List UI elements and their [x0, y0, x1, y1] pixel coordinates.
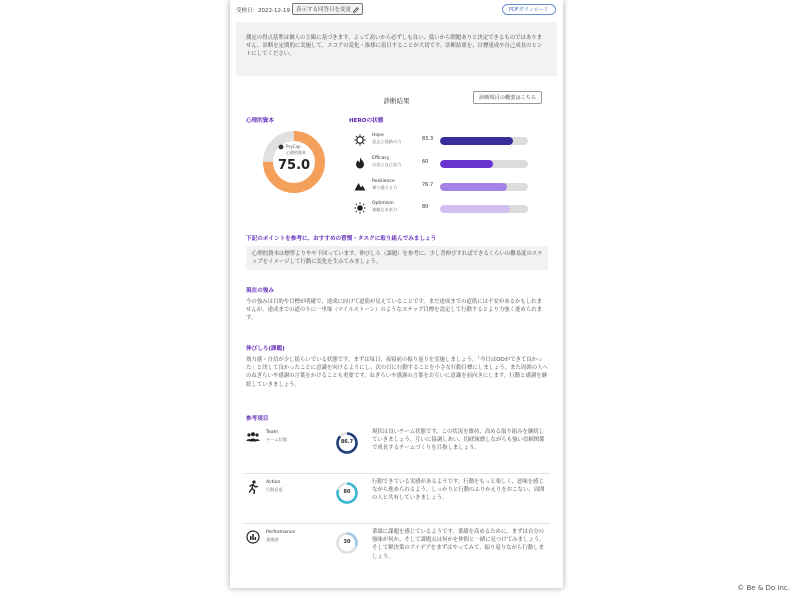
ref-name-action: Action: [266, 480, 281, 485]
change-date-label: 表示する回答日を変更: [296, 7, 352, 13]
hero-sub-optimism: 楽観な未来力: [372, 207, 398, 212]
ref-text-team: 現状は良いチーム状態です。この状況を維持、高める取り組みを継続していきましょう。互いに協調しあい、切磋琢磨しながらも強い信頼関係で成長するチームづくりを目指しましょう。: [372, 429, 545, 452]
psycap-label-en: PsyCap: [286, 144, 301, 149]
exam-date: 受検日：2022-12-19: [236, 8, 290, 14]
change-date-button[interactable]: [292, 3, 363, 15]
ref-value-action: 80: [343, 489, 351, 495]
hero-sub-resilience: 乗り越える力: [372, 185, 398, 190]
hero-name-hope: Hope: [372, 133, 384, 138]
chart-icon: [246, 530, 260, 544]
copyright: © Be & Do Inc.: [737, 584, 790, 592]
running-icon: [246, 480, 260, 494]
hero-name-efficacy: Efficacy: [372, 156, 390, 161]
hero-value-hope: 83.3: [422, 136, 434, 142]
heart-icon: [278, 144, 284, 150]
flame-icon: [354, 157, 366, 169]
ref-value-performance: 30: [343, 539, 351, 545]
team-icon: [246, 430, 260, 444]
hero-row-optimism: [352, 202, 532, 216]
hero-row-efficacy: [352, 157, 532, 171]
result-title: 診断結果: [383, 97, 410, 105]
hero-sub-hope: 意志と経路の力: [372, 139, 402, 144]
psycap-label-jp: 心理的資本: [286, 150, 306, 155]
hero-value-resilience: 76.7: [422, 182, 434, 188]
hero-name-resilience: Resilience: [372, 179, 395, 184]
ref-name-team: Team: [266, 430, 279, 435]
report-page: [230, 0, 563, 588]
ref-text-action: 行動できている実感があるようです。行動をもっと楽しく、意味を感じながら進められるよう、しっかりと行動のふりかえりをおこない、周囲の人と共有していきましょう。: [372, 479, 545, 502]
ref-name-performance: Performance: [266, 530, 296, 535]
hero-bar-fill-efficacy: [440, 160, 493, 168]
ref-sub-action: 行動意思: [266, 487, 283, 492]
strength-heading: 現在の強み: [246, 288, 274, 294]
hero-bar-efficacy: [440, 160, 528, 168]
ref-text-performance: 業績に課題を感じているようです。業績を高めるために、まずは自分の強味が何か、そして課題点は何かを仲間と一緒に見つけてみましょう。そして解決策のアイデアをまずはやってみて、振り返りながら行動しましょう。: [372, 529, 545, 560]
hero-value-optimism: 80: [422, 204, 429, 210]
ref-sub-team: チーム状態: [266, 437, 287, 442]
summary-button[interactable]: 診断項目の概要はこちら: [473, 91, 542, 104]
growth-text: 効力感・自信が少し揺らいでいる状態です。まずは毎日、夜寝前の振り返りを実施しましょう。「今日はOOができて良かった」と決して良かったことに意識を向けるようにし、次の日に行動することを小さな行動目標にしましょう。また周囲の人へのねぎらいや感謝の言葉をかけることも重要です。ねぎらいや感謝の言葉をお互いに意識を前向きにします。行動と感謝を継続していきましょう。: [246, 357, 548, 388]
hero-heading: HEROの状態: [349, 118, 384, 124]
psycap-heading: 心理的資本: [246, 118, 274, 124]
hope-icon: [354, 134, 366, 146]
hero-name-optimism: Optimism: [372, 201, 394, 206]
reference-heading: 参考項目: [246, 416, 269, 422]
ref-sub-performance: 業績感: [266, 537, 279, 542]
ref-row-action: [244, 478, 550, 524]
hero-bar-resilience: [440, 183, 528, 191]
edit-icon: [353, 7, 359, 13]
hero-row-hope: [352, 134, 532, 148]
mountain-icon: [354, 180, 366, 192]
advice-box: [246, 246, 548, 270]
psycap-gauge: [260, 128, 328, 196]
intro-box: [236, 22, 557, 76]
hero-value-efficacy: 60: [422, 159, 429, 165]
hero-bar-fill-resilience: [440, 183, 507, 191]
hero-bar-fill-optimism: [440, 205, 510, 213]
advice-text: 心理的資本は標準よりやや下回っています。伸びしろ（課題）を参考に、少し背伸びすればできるくらいの難易度のステップをイメージして行動に変化を生みてみましょう。: [252, 251, 543, 266]
sun-icon: [354, 202, 366, 214]
hero-bar-optimism: [440, 205, 528, 213]
hero-bar-hope: [440, 137, 528, 145]
pdf-download-button[interactable]: PDFダウンロード: [502, 4, 556, 15]
ref-row-performance: [244, 528, 550, 573]
ref-row-team: [244, 428, 550, 474]
hero-bar-fill-hope: [440, 137, 513, 145]
growth-heading: 伸びしろ(課題): [246, 346, 285, 352]
hero-sub-efficacy: 自信と自己効力: [372, 162, 402, 167]
advice-heading: 下記のポイントを参考に、おすすめの習慣・タスクに取り組んでみましょう: [246, 236, 437, 242]
hero-row-resilience: [352, 180, 532, 194]
strength-text: 今の強みは目的や目標が明確で、達成に向けて道筋が見えていることです。まだ達成までの道筋には不安があるかもしれませんが、達成までの道のりに一里塚（マイルストーン）のようなステップ目標を設定して行動するとより力強く進められます。: [246, 299, 542, 322]
ref-value-team: 86.7: [340, 439, 354, 445]
intro-text: 測定の得点基準は個人の主観に基づきます。よって高いから必ずしも良い、低いから問題ありと決定できるものではありません。診断を定期的に実施して、スコアの変化・推移に着目することが大切です。診断結果を、目標達成や自己成長のヒントにしてください。: [246, 35, 543, 57]
psycap-value: 75.0: [278, 158, 311, 173]
